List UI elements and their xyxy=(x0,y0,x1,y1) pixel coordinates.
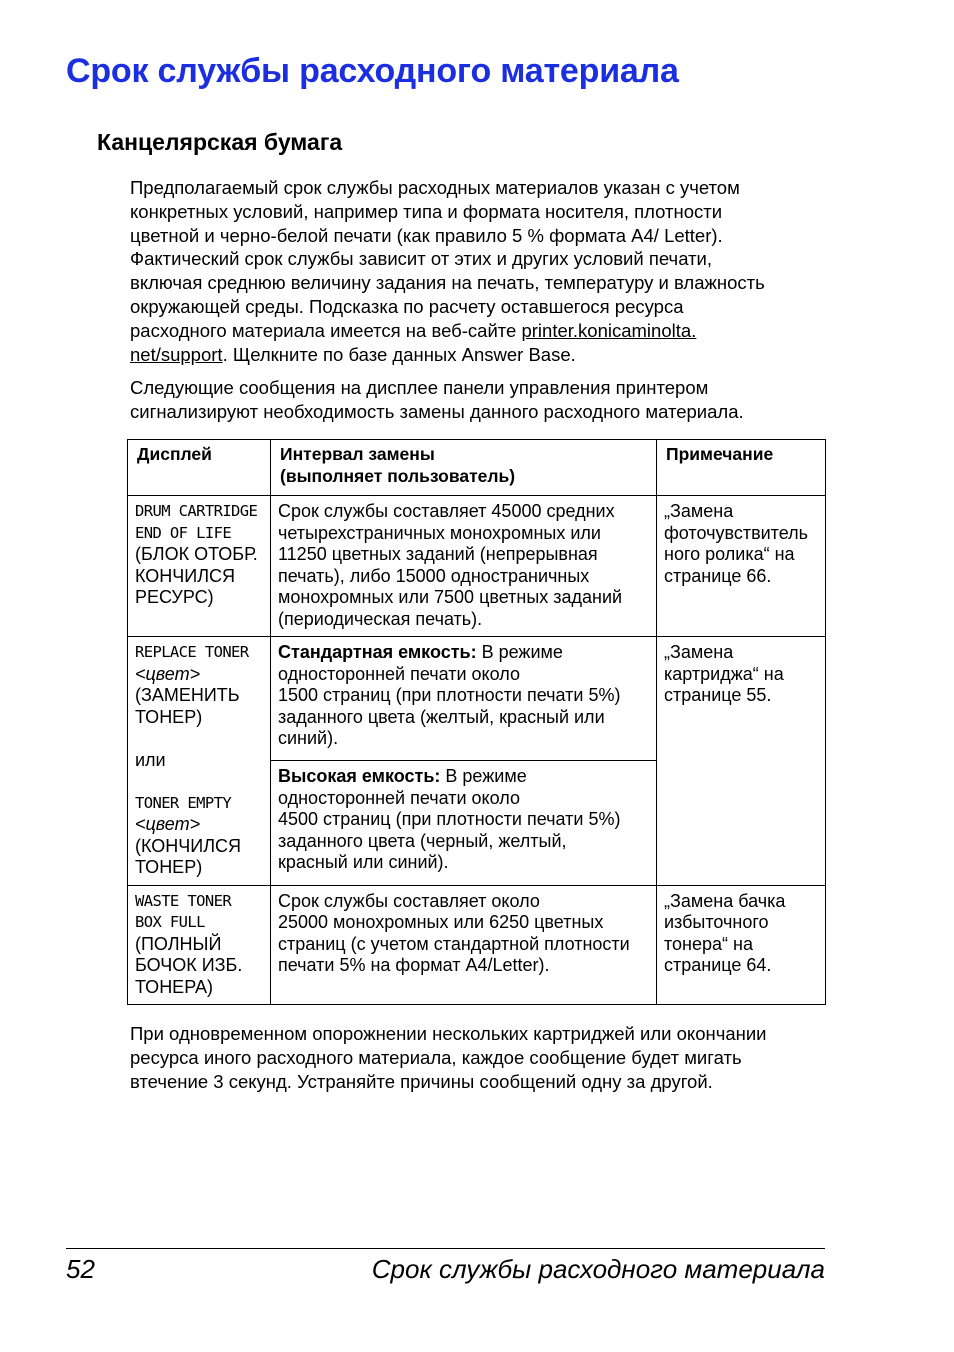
messages-paragraph xyxy=(130,376,830,424)
interval-line: 25000 монохромных или 6250 цветных xyxy=(278,912,604,932)
interval-line: Срок службы составляет 45000 средних xyxy=(278,501,615,521)
intro-line xyxy=(130,319,830,343)
page-number: 52 xyxy=(66,1254,95,1284)
intro-line: включая среднюю величину задания на печать, температуру и влажность xyxy=(130,272,765,294)
intro-line-tail: . Щелкните по базе данных Answer Base. xyxy=(222,343,576,365)
interval-line: монохромных или 7500 цветных заданий xyxy=(278,587,623,607)
note-line: „Замена бачка xyxy=(664,890,786,911)
interval-line: односторонней печати около xyxy=(278,663,520,684)
note-cell-waste xyxy=(657,885,826,1005)
interval-cell-waste xyxy=(271,885,657,1005)
header-note: Примечание xyxy=(657,440,826,496)
display-cell-drum xyxy=(128,496,271,637)
note-line: странице 55. xyxy=(664,685,772,705)
messages-line: сигнализируют необходимость замены данного расходного материала. xyxy=(130,400,744,422)
intro-line: конкретных условий, например типа и формата носителя, плотности xyxy=(130,200,723,222)
display-translation: ТОНЕР) xyxy=(135,857,203,877)
interval-line: (периодическая печать). xyxy=(278,608,483,629)
display-translation: (БЛОК ОТОБР. xyxy=(135,544,258,564)
display-code: TONER EMPTY xyxy=(135,793,232,812)
consumables-table xyxy=(127,439,826,1005)
display-translation: (ЗАМЕНИТЬ xyxy=(135,685,240,705)
interval-line: односторонней печати около xyxy=(278,787,520,808)
note-line: тонера“ на xyxy=(664,933,753,954)
note-line: „Замена xyxy=(664,501,734,521)
closing-line: ресурса иного расходного материала, каждое сообщение будет мигать xyxy=(130,1046,742,1068)
support-link-part2[interactable]: net/support xyxy=(130,343,223,365)
note-cell-drum xyxy=(657,496,826,637)
high-capacity-label: Высокая емкость: xyxy=(278,766,441,787)
display-translation: ТОНЕР) xyxy=(135,706,203,727)
page-title: Срок службы расходного материала xyxy=(66,52,679,90)
display-translation: (ПОЛНЫЙ xyxy=(135,933,222,954)
or-text: или xyxy=(135,749,166,770)
table-row xyxy=(128,637,826,761)
interval-line xyxy=(278,642,649,664)
display-code: WASTE TONER xyxy=(135,891,232,910)
closing-line: При одновременном опорожнении нескольких картриджей или окончании xyxy=(130,1023,767,1044)
display-cell-waste xyxy=(128,885,271,1005)
display-cell-toner xyxy=(128,637,271,886)
header-interval-line: (выполняет пользователь) xyxy=(280,465,516,486)
interval-line: 11250 цветных заданий (непрерывная xyxy=(278,544,598,564)
note-line: фоточувствитель xyxy=(664,522,809,543)
display-code: END OF LIFE xyxy=(135,523,232,542)
display-translation: (КОНЧИЛСЯ xyxy=(135,835,242,856)
interval-line: 1500 страниц (при плотности печати 5%) xyxy=(278,685,621,705)
color-placeholder: <цвет> xyxy=(135,814,201,834)
interval-line: заданного цвета (черный, желтый, xyxy=(278,830,567,851)
table-header-row xyxy=(128,440,826,496)
display-translation: БОЧОК ИЗБ. xyxy=(135,955,243,975)
header-interval-line: Интервал замены xyxy=(280,444,435,464)
intro-line: Предполагаемый срок службы расходных материалов указан с учетом xyxy=(130,177,740,198)
standard-capacity-label: Стандартная емкость: xyxy=(278,642,477,662)
closing-line: втечение 3 секунд. Устраняйте причины сообщений одну за другой. xyxy=(130,1070,713,1092)
interval-cell-standard xyxy=(271,637,657,761)
spacer xyxy=(135,728,263,750)
display-code: DRUM CARTRIDGE xyxy=(135,502,258,520)
interval-cell-drum xyxy=(271,496,657,637)
messages-line: Следующие сообщения на дисплее панели управления принтером xyxy=(130,377,709,398)
intro-line: Фактический срок службы зависит от этих и других условий печати, xyxy=(130,248,713,270)
interval-line: красный или синий). xyxy=(278,852,449,873)
display-translation: ТОНЕРА) xyxy=(135,976,213,997)
intro-line xyxy=(130,343,830,367)
section-title: Канцелярская бумага xyxy=(97,129,343,155)
note-line: избыточного xyxy=(664,912,769,932)
display-code: REPLACE TONER xyxy=(135,643,249,661)
closing-paragraph xyxy=(130,1022,830,1093)
intro-line: окружающей среды. Подсказка по расчету оставшегося ресурса xyxy=(130,295,684,317)
note-cell-toner xyxy=(657,637,826,886)
interval-line: синий). xyxy=(278,728,339,748)
note-line: странице 66. xyxy=(664,565,772,586)
interval-line-tail: В режиме xyxy=(476,642,563,662)
intro-line-text: расходного материала имеется на веб-сайте xyxy=(130,319,522,341)
running-title: Срок службы расходного материала xyxy=(371,1254,825,1284)
note-line: ного ролика“ на xyxy=(664,544,795,564)
display-code: BOX FULL xyxy=(135,913,205,931)
header-display: Дисплей xyxy=(128,440,271,496)
interval-line: печать), либо 15000 одностраничных xyxy=(278,565,590,586)
display-translation: РЕСУРС) xyxy=(135,587,214,607)
table-row xyxy=(128,885,826,1005)
note-line: „Замена xyxy=(664,642,734,662)
header-interval xyxy=(271,440,657,496)
interval-line: заданного цвета (желтый, красный или xyxy=(278,706,605,727)
intro-line: цветной и черно-белой печати (как правило 5 % формата A4/ Letter). xyxy=(130,224,723,246)
color-placeholder: <цвет> xyxy=(135,663,201,684)
interval-line: Срок службы составляет около xyxy=(278,890,540,911)
table-row xyxy=(128,496,826,637)
interval-cell-high xyxy=(271,761,657,885)
interval-line: страниц (с учетом стандартной плотности xyxy=(278,933,630,954)
spacer xyxy=(135,771,263,793)
note-line: картриджа“ на xyxy=(664,663,784,684)
interval-line-tail: В режиме xyxy=(440,766,527,787)
interval-line: 4500 страниц (при плотности печати 5%) xyxy=(278,809,621,830)
interval-line: печати 5% на формат A4/Letter). xyxy=(278,955,550,975)
intro-paragraph xyxy=(130,176,830,366)
display-translation: КОНЧИЛСЯ xyxy=(135,565,236,586)
note-line: странице 64. xyxy=(664,955,772,975)
footer-divider xyxy=(66,1248,825,1249)
support-link-part1[interactable]: printer.konicaminolta. xyxy=(521,319,697,341)
interval-line xyxy=(278,766,649,788)
interval-line: четырехстраничных монохромных или xyxy=(278,522,601,543)
